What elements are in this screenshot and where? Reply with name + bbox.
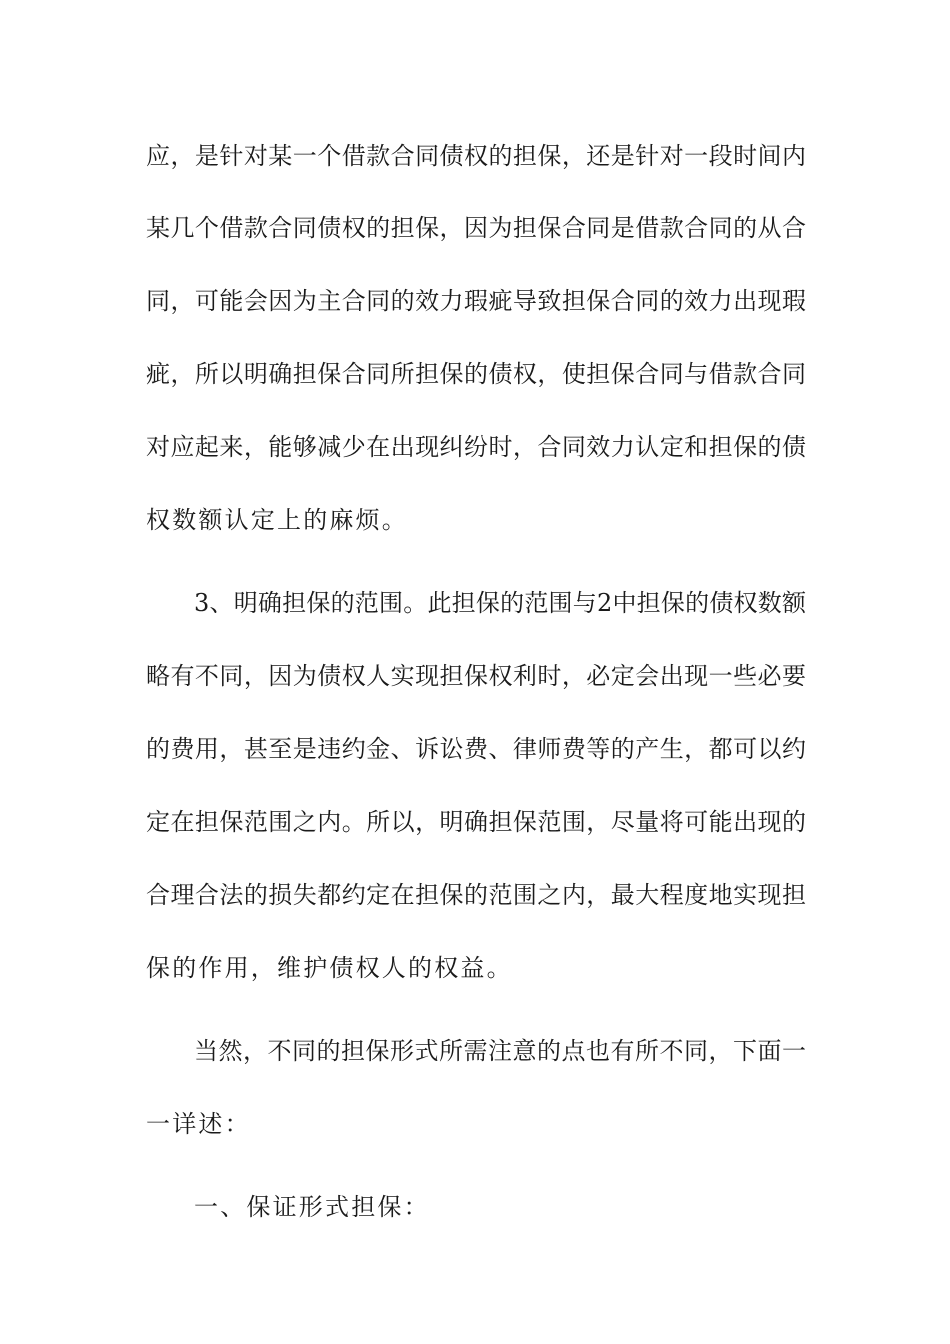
paragraph-line: 应，是针对某一个借款合同债权的担保，还是针对一段时间内 <box>146 142 806 170</box>
paragraph-line: 同，可能会因为主合同的效力瑕疵导致担保合同的效力出现瑕 <box>146 287 806 315</box>
paragraph-line: 对应起来，能够减少在出现纠纷时，合同效力认定和担保的债 <box>146 433 806 461</box>
paragraph-line: 的费用，甚至是违约金、诉讼费、律师费等的产生，都可以约 <box>146 735 806 763</box>
paragraph-line: 保的作用，维护债权人的权益。 <box>146 954 513 982</box>
paragraph-line: 疵，所以明确担保合同所担保的债权，使担保合同与借款合同 <box>146 360 806 388</box>
paragraph-line: 合理合法的损失都约定在担保的范围之内，最大程度地实现担 <box>146 881 806 909</box>
paragraph-line: 当然，不同的担保形式所需注意的点也有所不同，下面一 <box>194 1037 806 1065</box>
paragraph-line: 权数额认定上的麻烦。 <box>146 506 408 534</box>
paragraph-line: 某几个借款合同债权的担保，因为担保合同是借款合同的从合 <box>146 214 806 242</box>
paragraph-line: 3、明确担保的范围。此担保的范围与2中担保的债权数额 <box>194 589 806 617</box>
paragraph-line: 定在担保范围之内。所以，明确担保范围，尽量将可能出现的 <box>146 808 806 836</box>
paragraph-line: 一详述： <box>146 1110 251 1138</box>
paragraph-line: 略有不同，因为债权人实现担保权利时，必定会出现一些必要 <box>146 662 806 690</box>
section-heading: 一、保证形式担保： <box>194 1193 430 1221</box>
